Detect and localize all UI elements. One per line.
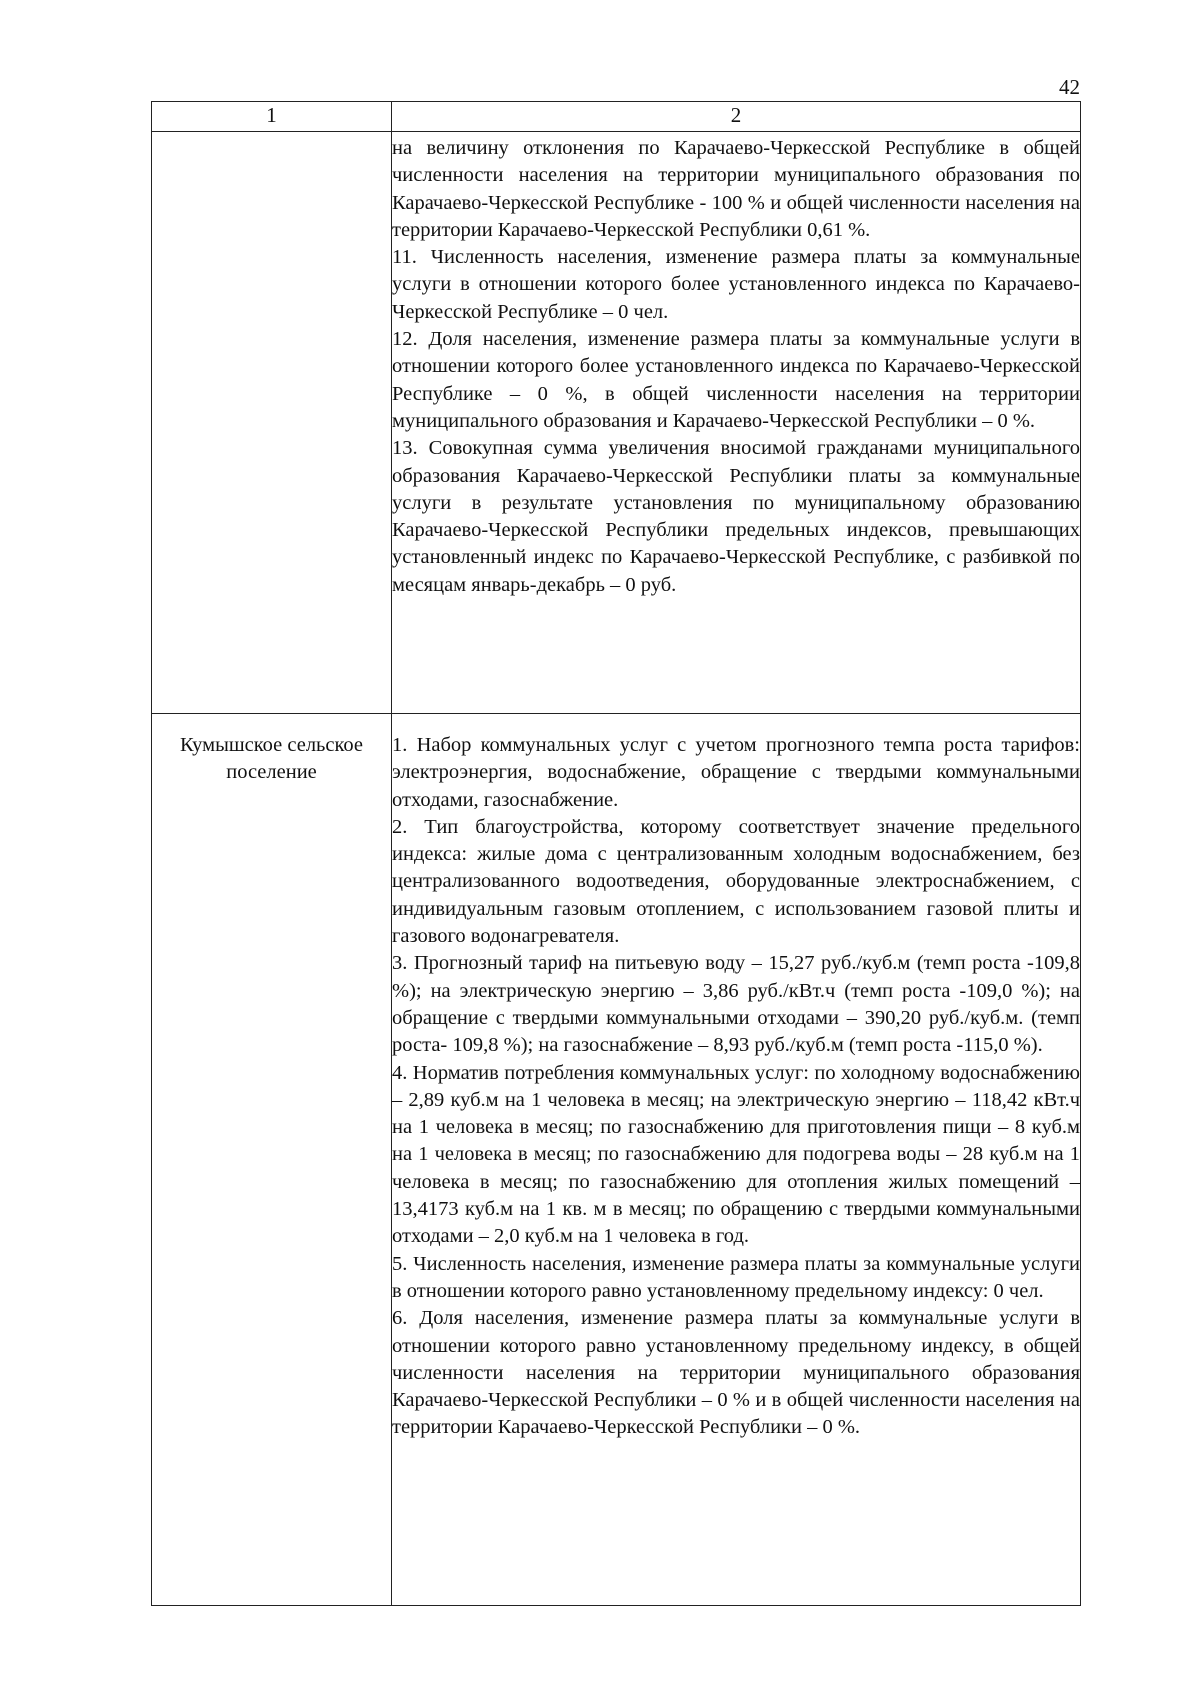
paragraph: 4. Норматив потребления коммунальных услуг: по холодному водоснабжению – 2,89 куб.м на 1 человека в месяц; на электрическую энергию – 118,42 кВт.ч на 1 человека в месяц; по газоснабжению для приготовления пищи – 8 куб.м на 1 человека в месяц; по газоснабжению для подогрева воды – 28 куб.м на 1 человека в месяц; по газоснабжению для отопления жилых помещений – 13,4173 куб.м на 1 кв. м в месяц; по обращению с твердыми коммунальными отходами – 2,0 куб.м на 1 человека в год. [392,1061,1080,1248]
column-header-2: 2 [392,102,1081,132]
paragraph: 5. Численность населения, изменение размера платы за коммунальные услуги в отношении которого равно установленному предельному индексу: 0 чел. [392,1252,1080,1302]
municipality-cell [152,132,392,714]
paragraph: 11. Численность населения, изменение размера платы за коммунальные услуги в отношении которого более установленного индекса по Карачаево-Черкесской Республике – 0 чел. [392,246,1080,323]
paragraph: 2. Тип благоустройства, которому соответствует значение предельного индекса: жилые дома с централизованным холодным водоснабжением, без централизованного водоотведения, оборудованные электроснабжением, с индивидуальным газовым отоплением, с использованием газовой плиты и газового водонагревателя. [392,815,1080,948]
municipality-cell: Кумышское сельское поселение [152,714,392,1606]
paragraph: 12. Доля населения, изменение размера платы за коммунальные услуги в отношении которого более установленного индекса по Карачаево-Черкесской Республике – 0 %, в общей численности населения на территории муниципального образования и Карачаево-Черкесской Республики – 0 %. [392,328,1080,432]
table-header-row [152,102,1081,132]
table-row [152,714,1081,1606]
paragraph: 6. Доля населения, изменение размера платы за коммунальные услуги в отношении которого равно установленному предельному индексу, в общей численности населения на территории муниципального образования Карачаево-Черкесской Республики – 0 % и в общей численности населения на территории Карачаево-Черкесской Республики – 0 %. [392,1307,1080,1439]
table-row [152,132,1081,714]
page-number: 42 [1059,75,1080,99]
description-cell [392,714,1081,1606]
data-table [151,101,1081,1606]
paragraph: 3. Прогнозный тариф на питьевую воду – 15,27 руб./куб.м (темп роста -109,8 %); на электрическую энергию – 3,86 руб./кВт.ч (темп роста -109,0 %); на обращение с твердыми коммунальными отходами – 390,20 руб./куб.м. (темп роста- 109,8 %); на газоснабжение – 8,93 руб./куб.м (темп роста -115,0 %). [392,952,1080,1057]
paragraph: 1. Набор коммунальных услуг с учетом прогнозного темпа роста тарифов: электроэнергия, водоснабжение, обращение с твердыми коммунальными отходами, газоснабжение. [392,734,1080,811]
column-header-1: 1 [152,102,392,132]
paragraph: на величину отклонения по Карачаево-Черкесской Республике в общей численности населения на территории муниципального образования по Карачаево-Черкесской Республике - 100 % и общей численности населения на территории Карачаево-Черкесской Республики 0,61 %. [392,137,1080,241]
paragraph: 13. Совокупная сумма увеличения вносимой гражданами муниципального образования Карачаево-Черкесской Республики платы за коммунальные услуги в результате установления по муниципальному образованию Карачаево-Черкесской Республики предельных индексов, превышающих установленный индекс по Карачаево-Черкесской Республике, с разбивкой по месяцам январь-декабрь – 0 руб. [392,437,1080,596]
description-cell [392,132,1081,714]
